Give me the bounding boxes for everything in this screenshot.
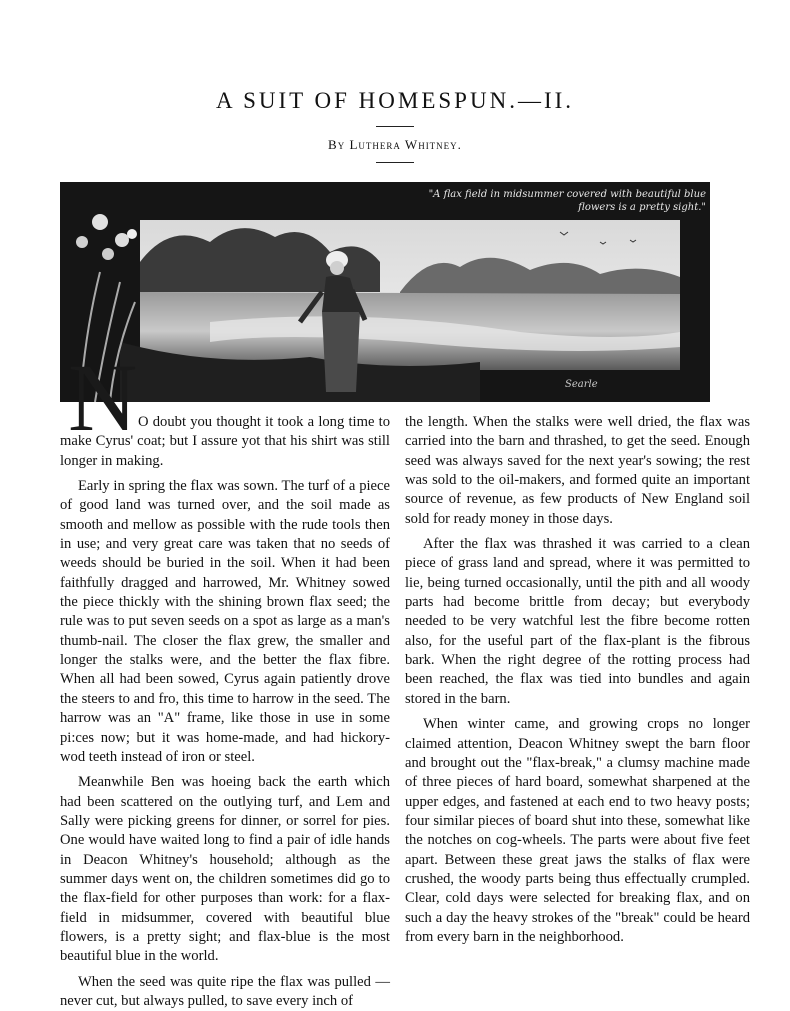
article-paragraph: Meanwhile Ben was hoeing back the earth which had been scattered on the outlying turf, and Lem and Sally were picking greens for dinner, or sorrel for pies. One would have waited long to find a pair of idle hands in Deacon Whitney's household; although as the summer days went on, the children sometimes did go to the flax-field for other purposes than work: for a flax-field in midsummer, covered with beautiful blue flowers, is a pretty sight; and flax-blue is the most beautiful blue in the world. [60, 774, 390, 965]
article-paragraph: After the flax was thrashed it was carried to a clean piece of grass land and spread, where it was permitted to lie, being turned occasionally, until the pith and all woody parts had become brittle from decay; but everybody needed to be very watchful lest the fibre become rotten also, for the useful part of the flax-plant is the fibrous bark. When the right degree of the rotting process had been reached, the flax was tied into bundles and again stored in the barn. [405, 536, 750, 707]
illustration-caption: "A flax field in midsummer covered with beautiful blue flowers is a pretty sight." [428, 189, 706, 213]
article-paragraph: the length. When the stalks were well dried, the flax was carried into the barn and thrashed, to get the seed. Enough seed was always saved for the next year's sowing; the rest was sold to the oil-makers, and formed quite an important source of revenue, as few products of New England soil sold for ready money in those days. [405, 414, 750, 527]
byline-rule [376, 162, 414, 163]
illustration-signature: Searle [565, 379, 598, 390]
article-paragraph-text: O doubt you thought it took a long time to make Cyrus' coat; but I assure yot that his shirt was still longer in making. [60, 414, 390, 469]
article-byline: By Luthera Whitney. [328, 137, 462, 152]
article-paragraph [60, 413, 390, 471]
title-rule [376, 126, 414, 127]
article-title: A SUIT OF HOMESPUN.—II. [215, 88, 575, 113]
drop-cap: N [68, 344, 138, 451]
article-paragraph: When winter came, and growing crops no longer claimed attention, Deacon Whitney swept the barn floor and brought out the "flax-break," a clumsy machine made of three pieces of hard board, somewhat sharpened at the upper edges, and fastened at each end to two heavy posts; four similar pieces of board shut into these, somewhat like the notches on cog-wheels. The parts were about five feet apart. Between these great jaws the stalks of flax were crushed, the woody parts being thus effectually crumpled. Clear, cold days were selected for breaking flax, and on such a day the heavy strokes of the "break" could be heard from every barn in the neighborhood. [405, 716, 750, 945]
article-column-left [60, 413, 390, 1011]
article-column-right [405, 413, 750, 947]
article-paragraph: When the seed was quite ripe the flax was pulled — never cut, but always pulled, to save every inch of [60, 973, 390, 1009]
article-paragraph: Early in spring the flax was sown. The turf of a piece of good land was turned over, and the soil made as smooth and mellow as possible with the rude tools then in use; and very great care was taken that no seeds of weeds should be buried in the soil. When it had been faithfully dragged and harrowed, Mr. Whitney sowed the piece thickly with the shining brown flax seed; the rule was to put seven seeds on a spot as large as a man's thumb-nail. The closer the flax grew, the smaller and longer the stalks were, and the better the flax fibre. When all had been sowed, Cyrus again patiently drove the steers to and fro, this time to harrow in the seed. The harrow was an "A" frame, like those in use in some pi:ces now; but it was home-made, and had hickory-wod teeth instead of iron or steel. [60, 478, 390, 765]
